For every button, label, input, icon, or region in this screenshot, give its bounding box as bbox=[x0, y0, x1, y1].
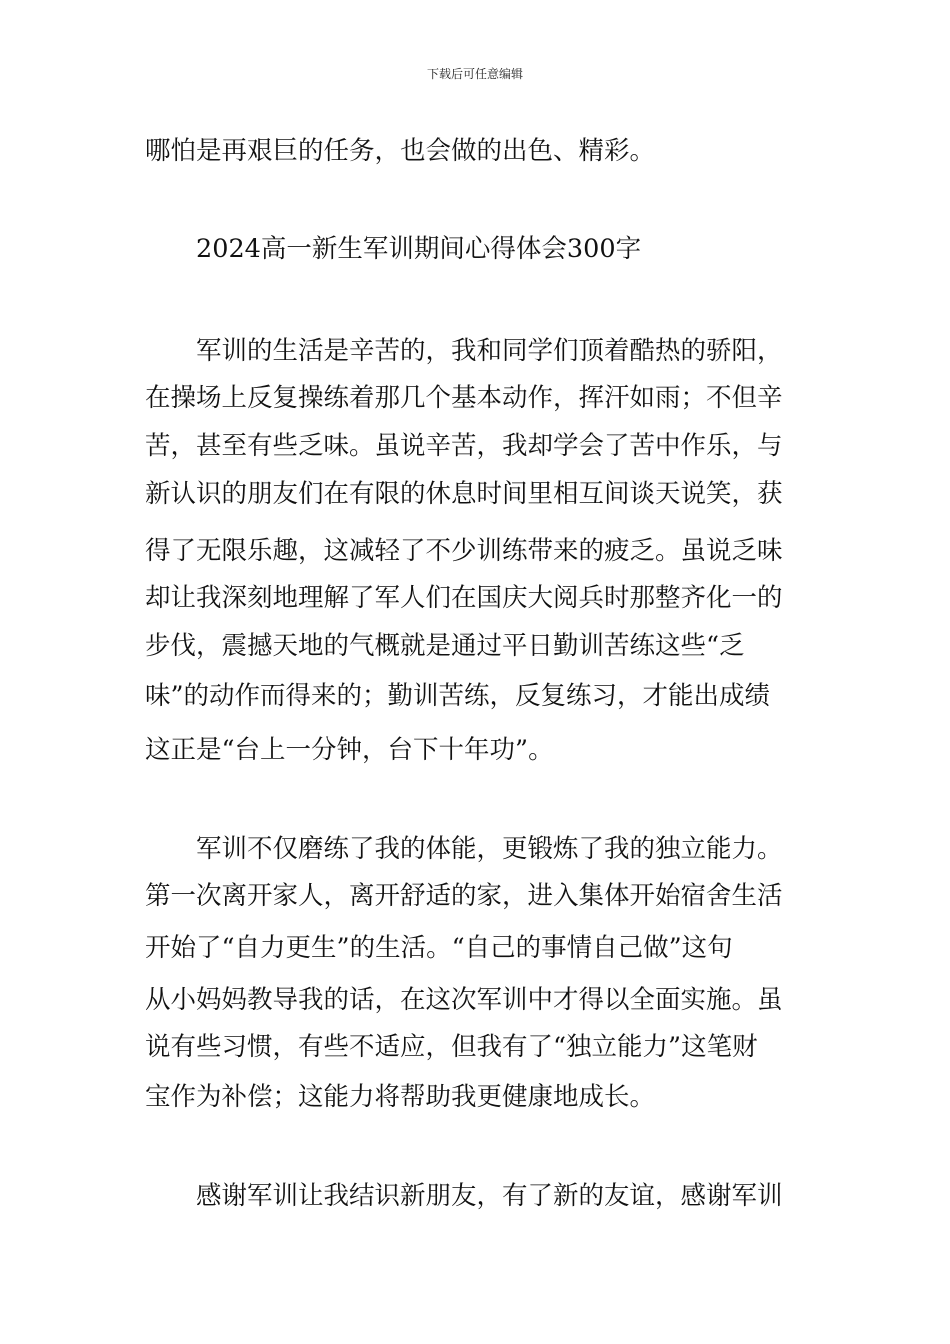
paragraph-line: 第一次离开家人，离开舒适的家，进入集体开始宿舍生活 bbox=[145, 881, 783, 911]
page-header: 下载后可任意编辑 bbox=[426, 67, 523, 81]
paragraph-line: 苦，甚至有些乏味。虽说辛苦，我却学会了苦中作乐，与 bbox=[145, 431, 783, 461]
paragraph-line: 这正是“台上一分钟，台下十年功”。 bbox=[145, 735, 554, 765]
paragraph-line: 军训不仅磨练了我的体能，更锻炼了我的独立能力。 bbox=[196, 834, 783, 864]
paragraph-line: 在操场上反复操练着那几个基本动作，挥汗如雨；不但辛 bbox=[145, 383, 783, 413]
paragraph-line: 味”的动作而得来的；勤训苦练，反复练习，才能出成绩 bbox=[145, 681, 771, 711]
paragraph-line: 军训的生活是辛苦的，我和同学们顶着酷热的骄阳， bbox=[196, 336, 783, 366]
paragraph-line: 说有些习惯，有些不适应，但我有了“独立能力”这笔财 bbox=[145, 1032, 758, 1062]
paragraph-line: 却让我深刻地理解了军人们在国庆大阅兵时那整齐化一的 bbox=[145, 583, 783, 613]
paragraph-line: 新认识的朋友们在有限的休息时间里相互间谈天说笑，获 bbox=[145, 479, 783, 509]
paragraph-line: 步伐，震撼天地的气概就是通过平日勤训苦练这些“乏 bbox=[145, 631, 745, 661]
paragraph-line: 得了无限乐趣，这减轻了不少训练带来的疲乏。虽说乏味 bbox=[145, 536, 783, 566]
paragraph-line: 从小妈妈教导我的话，在这次军训中才得以全面实施。虽 bbox=[145, 985, 783, 1015]
paragraph-line: 感谢军训让我结识新朋友，有了新的友谊，感谢军训 bbox=[196, 1181, 783, 1211]
paragraph-line: 开始了“自力更生”的生活。“自己的事情自己做”这句 bbox=[145, 933, 733, 963]
paragraph-line: 哪怕是再艰巨的任务，也会做的出色、精彩。 bbox=[145, 136, 656, 166]
section-title: 2024高一新生军训期间心得体会300字 bbox=[196, 234, 642, 264]
paragraph-line: 宝作为补偿；这能力将帮助我更健康地成长。 bbox=[145, 1082, 656, 1112]
